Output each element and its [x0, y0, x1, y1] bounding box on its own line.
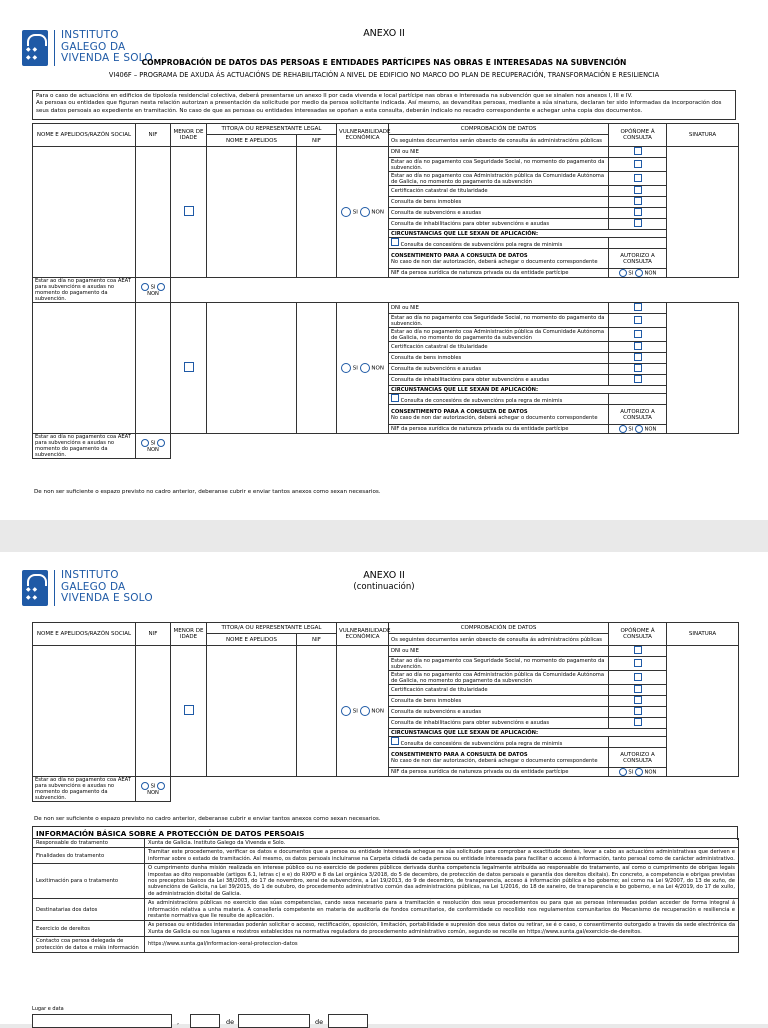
vulnerability-yes-radio[interactable] [341, 706, 351, 716]
vulnerability-no-label: NON [371, 209, 384, 216]
protection-label: Lexitimación para o tratamento [33, 864, 145, 899]
vulnerability-yes-radio[interactable] [341, 363, 351, 373]
consent-block [389, 748, 609, 768]
authorize-yes-radio[interactable] [619, 768, 627, 776]
consent-options: SI NON [609, 425, 667, 434]
day-field[interactable] [190, 1014, 220, 1028]
oppose-checkbox[interactable] [609, 328, 667, 342]
tutor-name-field[interactable] [207, 646, 297, 777]
doc-item: Consulta de inhabilitacións para obter subvencións e axudas [389, 718, 609, 729]
authorize-no-radio[interactable] [157, 782, 165, 790]
authorize-no-radio[interactable] [635, 768, 643, 776]
signature-field[interactable] [667, 646, 739, 777]
header-oppose: OPÓÑOME Á CONSULTA [609, 124, 667, 147]
person-nif-field[interactable] [136, 646, 171, 777]
participants-table [32, 123, 739, 459]
year-field[interactable] [328, 1014, 368, 1028]
minor-checkbox[interactable] [171, 147, 207, 278]
doc-item: Estar ao día no pagamento coa Seguridade Social, no momento do pagamento da subvención. [389, 158, 609, 172]
doc-item: Estar ao día no pagamento coa Administración pública da Comunidade Autónoma de Galicia, no momento do pagamento da subvención [389, 671, 609, 685]
minimis-item: Consulta de concesións de subvencións pola regra de minimis [389, 737, 609, 748]
header-minor: MENOR DE IDADE [171, 623, 207, 646]
oppose-checkbox[interactable] [609, 353, 667, 364]
header-signature: SINATURA [667, 124, 739, 147]
vulnerability-options [337, 646, 389, 777]
doc-item: Estar ao día no pagamento coa Administración pública da Comunidade Autónoma de Galicia, no momento do pagamento da subvención [389, 172, 609, 186]
protection-label: Destinatarias dos datos [33, 899, 145, 921]
header-nif: NIF [136, 623, 171, 646]
header-tutor-name: NOME E APELIDOS [207, 634, 297, 646]
doc-item: Consulta de inhabilitacións para obter subvencións e axudas [389, 219, 609, 230]
doc-item: Certificación catastral de titularidade [389, 685, 609, 696]
protection-text: O cumprimento dunha misión realizada en interese público ou no exercicio de poderes públicos derivada dunha competencia legalmente atribuída ao responsable do tratamento, así como o cumprimento de obrigas legais impostas ao dito responsable (artigos 6.1, letras c) e e) do RXPD e 8 da Lei orgánica 3/2018, do 5 de decembro, de protección de datos persoais e garantía dos dereitos dixitais). En concreto, a competencia e obrigas previstas nos preceptos básicos da Lei 38/2003, do 17 de novembro, xeral de subvencións, a Lei 19/2013, do 9 de decembro, de transparencia, acceso á información pública e bo goberno; así como na Lei 9/2007, do 13 de xuño, de subvencións de Galicia, na Lei 39/2015, do 1 de outubro, do procedemento administrativo común das administracións públicas, na Lei 1/2016, do 18 de xaneiro, de transparencia e bo goberno, e na Lei 4/2019, do 17 de xullo, de administración dixital de Galicia. [145, 864, 739, 899]
protection-text: Xunta de Galicia. Instituto Galego da Vivenda e Solo. [145, 839, 739, 848]
protection-text: Tramitar este procedemento, verificar os datos e documentos que a persoa ou entidade interesada achegue na súa solicitude para comprobar a exactitude destes, levar a cabo as actuacións administrativas que deriven e informar sobre o estado de tramitación. Así mesmo, os datos persoais incluiranse na Carpeta cidadá de cada persoa ou entidade interesada para facilitar o acceso á información, tanto persoal como de carácter administrativo. [145, 848, 739, 864]
logo-line-2: GALEGO DA [61, 580, 126, 593]
vulnerability-no-label: NON [371, 708, 384, 715]
minimis-checkbox[interactable] [391, 394, 399, 402]
oppose-checkbox[interactable] [609, 314, 667, 328]
authorize-no-radio[interactable] [635, 269, 643, 277]
place-date-label: Lugar e data [32, 1006, 64, 1012]
oppose-checkbox[interactable] [609, 172, 667, 186]
consent-options: SI NON [136, 278, 171, 303]
intro-paragraph-2: As persoas ou entidades que figuran nesta relación autorizan a presentación da solicitude por medio da persoa solicitante indicada. Así mesmo, as devanditas persoas, mediante a súa sinatura, declaran ter sido informadas da incorporación dos seus datos persoais ao expediente en tramitación. No caso de que as persoas ou entidades interesadas se opoñan a esta consulta, deberán indicalo no recadro correspondente e achegar unha copia dos documentos. [36, 100, 722, 114]
authorize-yes-radio[interactable] [619, 269, 627, 277]
doc-item: DNI ou NIE [389, 303, 609, 314]
vulnerability-no-radio[interactable] [360, 207, 370, 217]
data-protection-table [32, 838, 739, 953]
header-tutor-nif: NIF [297, 135, 337, 147]
doc-item: Certificación catastral de titularidade [389, 342, 609, 353]
logo-line-1: INSTITUTO [61, 29, 119, 41]
minor-checkbox[interactable] [171, 646, 207, 777]
consent-title: CONSENTIMENTO PARA A CONSULTA DE DATOS [391, 751, 528, 758]
minimis-item: Consulta de concesións de subvencións pola regra de minimis [389, 394, 609, 405]
oppose-checkbox[interactable] [609, 707, 667, 718]
doc-item: Consulta de subvencións e axudas [389, 364, 609, 375]
table-note: De non ser suficiente o espazo previsto no cadro anterior, deberanse cubrir e enviar tantos anexos como sexan necesarios. [34, 489, 381, 495]
tutor-nif-field[interactable] [297, 646, 337, 777]
protection-text: As persoas ou entidades interesadas poderán solicitar o acceso, rectificación, oposición, limitación, portabilidade e supresión dos seus datos ou retirar, se é o caso, o consentimento outorgado a través da sede electrónica da Xunta de Galicia ou nos lugares e rexistros establecidos na normativa reguladora do procedemento administrativo común, segundo se recolle en https://www.xunta.gal/exercicio-de-dereitos. [145, 921, 739, 937]
oppose-checkbox[interactable] [609, 685, 667, 696]
header-name: NOME E APELIDOS/RAZÓN SOCIAL [33, 124, 136, 147]
protection-text: https://www.xunta.gal/informacion-xeral-proteccion-datos [145, 937, 739, 953]
authorize-yes-radio[interactable] [141, 782, 149, 790]
minimis-checkbox[interactable] [391, 238, 399, 246]
consent-item: Estar ao día no pagamento coa AEAT para subvencións e axudas no momento do pagamento da subvención. [33, 434, 136, 459]
doc-item: Consulta de bens inmobles [389, 696, 609, 707]
consent-block [389, 405, 609, 425]
authorize-no-radio[interactable] [157, 439, 165, 447]
tutor-name-field[interactable] [207, 303, 297, 434]
oppose-checkbox[interactable] [609, 718, 667, 729]
minimis-item: Consulta de concesións de subvencións pola regra de minimis [389, 238, 609, 249]
header-tutor: TITOR/A OU REPRESENTANTE LEGAL [207, 623, 337, 634]
minimis-checkbox[interactable] [391, 737, 399, 745]
circumstances-title: CIRCUNSTANCIAS QUE LLE SEXAN DE APLICACIÓN: [389, 230, 667, 238]
logo-line-1: INSTITUTO [61, 569, 119, 581]
logo-line-3: VIVENDA E SOLO [61, 592, 153, 604]
oppose-checkbox[interactable] [609, 158, 667, 172]
person-name-field[interactable] [33, 303, 136, 434]
header-minor: MENOR DE IDADE [171, 124, 207, 147]
doc-item: DNI ou NIE [389, 147, 609, 158]
vulnerability-yes-label: SI [352, 708, 358, 715]
authorize-no-radio[interactable] [157, 283, 165, 291]
consent-item: NIF da persoa xurídica de natureza privada ou da entidade partícipe [389, 425, 609, 434]
doc-item: Estar ao día no pagamento coa Seguridade Social, no momento do pagamento da subvención. [389, 657, 609, 671]
consent-options: SI NON [136, 434, 171, 459]
protection-title: INFORMACIÓN BÁSICA SOBRE A PROTECCIÓN DE DATOS PERSOAIS [32, 826, 738, 840]
consent-item: NIF da persoa xurídica de natureza privada ou da entidade partícipe [389, 269, 609, 278]
authorize-header: AUTORIZO A CONSULTA [609, 405, 667, 425]
page-2 [0, 552, 768, 1024]
vulnerability-no-radio[interactable] [360, 363, 370, 373]
authorize-header: AUTORIZO A CONSULTA [609, 249, 667, 269]
authorize-no-radio[interactable] [635, 425, 643, 433]
doc-item: Consulta de bens inmobles [389, 353, 609, 364]
person-name-field[interactable] [33, 646, 136, 777]
header-vulnerability: VULNERABILIDADE ECONÓMICA [337, 623, 389, 646]
authorize-yes-radio[interactable] [141, 439, 149, 447]
header-tutor: TITOR/A OU REPRESENTANTE LEGAL [207, 124, 337, 135]
place-field[interactable] [32, 1014, 172, 1028]
doc-item: Consulta de subvencións e axudas [389, 208, 609, 219]
oppose-checkbox[interactable] [609, 208, 667, 219]
protection-label: Exercicio de dereitos [33, 921, 145, 937]
docs-intro: Os seguintes documentos serán obxecto de consulta ás administracións públicas [389, 634, 609, 646]
program-name: VI406F – PROGRAMA DE AXUDA ÁS ACTUACIÓNS DE REHABILITACIÓN A NIVEL DE EDIFICIO NO MARCO DO PLAN DE RECUPERACIÓN, TRANSFORMACIÓN E RESILIENCIA [108, 71, 660, 79]
header-check: COMPROBACIÓN DE DATOS [389, 623, 609, 634]
consent-block [389, 249, 609, 269]
consent-item: Estar ao día no pagamento coa AEAT para subvencións e axudas no momento do pagamento da subvención. [33, 777, 136, 802]
consent-options: SI NON [609, 768, 667, 777]
intro-paragraph-1: Para o caso de actuacións en edificios de tipoloxía residencial colectiva, deberá presentarse un anexo II por cada vivenda e local partícipe nas obras e interesada na subvención que se sinalen nos anexos I, III e IV. [36, 93, 633, 99]
signature-field[interactable] [667, 303, 739, 434]
header-oppose: OPÓÑOME Á CONSULTA [609, 623, 667, 646]
consent-title: CONSENTIMENTO PARA A CONSULTA DE DATOS [391, 408, 528, 415]
oppose-checkbox[interactable] [609, 147, 667, 158]
person-nif-field[interactable] [136, 147, 171, 278]
header-tutor-name: NOME E APELIDOS [207, 135, 297, 147]
month-field[interactable] [238, 1014, 310, 1028]
header-name: NOME E APELIDOS/RAZÓN SOCIAL [33, 623, 136, 646]
doc-item: Estar ao día no pagamento coa Administración pública da Comunidade Autónoma de Galicia, no momento do pagamento da subvención [389, 328, 609, 342]
doc-item: Consulta de bens inmobles [389, 197, 609, 208]
tutor-nif-field[interactable] [297, 147, 337, 278]
header-tutor-nif: NIF [297, 634, 337, 646]
consent-text: No caso de non dar autorización, deberá achegar o documento correspondente [391, 258, 598, 265]
page-subtitle: COMPROBACIÓN DE DATOS DAS PERSOAS E ENTIDADES PARTÍCIPES NAS OBRAS E INTERESADAS NA SUBVENCIÓN [141, 58, 627, 67]
doc-item: DNI ou NIE [389, 646, 609, 657]
header-nif: NIF [136, 124, 171, 147]
consent-text: No caso de non dar autorización, deberá achegar o documento correspondente [391, 414, 598, 421]
docs-intro: Os seguintes documentos serán obxecto de consulta ás administracións públicas [389, 135, 609, 147]
oppose-checkbox[interactable] [609, 671, 667, 685]
consent-title: CONSENTIMENTO PARA A CONSULTA DE DATOS [391, 252, 528, 259]
protection-text: As administracións públicas no exercicio das súas competencias, cando sexa necesario para a tramitación e resolución dos seus procedementos ou para que as persoas interesadas poidan acceder de forma integral á información relativa a unha materia. A consellería competente en materia de auditoría de fondos comunitarios, de conformidade co recollido nos regulamentos comunitarios do Mecanismo de recuperación e resiliencia e restante normativa que lle resulte de aplicación. [145, 899, 739, 921]
oppose-checkbox[interactable] [609, 364, 667, 375]
de-label-1: de [226, 1018, 235, 1026]
consent-text: No caso de non dar autorización, deberá achegar o documento correspondente [391, 757, 598, 764]
oppose-checkbox[interactable] [609, 657, 667, 671]
circumstances-title: CIRCUNSTANCIAS QUE LLE SEXAN DE APLICACIÓN: [389, 729, 667, 737]
signature-field[interactable] [667, 147, 739, 278]
intro-text [32, 90, 736, 120]
consent-options: SI NON [136, 777, 171, 802]
minor-checkbox[interactable] [171, 303, 207, 434]
oppose-checkbox[interactable] [609, 219, 667, 230]
vulnerability-yes-label: SI [352, 209, 358, 216]
vulnerability-no-radio[interactable] [360, 706, 370, 716]
oppose-checkbox[interactable] [609, 646, 667, 657]
consent-item: NIF da persoa xurídica de natureza privada ou da entidade partícipe [389, 768, 609, 777]
header-check: COMPROBACIÓN DE DATOS [389, 124, 609, 135]
oppose-checkbox[interactable] [609, 342, 667, 353]
oppose-checkbox[interactable] [609, 696, 667, 707]
vulnerability-yes-radio[interactable] [341, 207, 351, 217]
table-note: De non ser suficiente o espazo previsto no cadro anterior, deberanse cubrir e enviar tantos anexos como sexan necesarios. [34, 816, 381, 822]
header-signature: SINATURA [667, 623, 739, 646]
consent-item: Estar ao día no pagamento coa AEAT para subvencións e axudas no momento do pagamento da subvención. [33, 278, 136, 303]
protection-label: Responsable do tratamento [33, 839, 145, 848]
protection-label: Contacto coa persoa delegada de protección de datos e máis información [33, 937, 145, 953]
vulnerability-yes-label: SI [352, 365, 358, 372]
oppose-checkbox[interactable] [609, 197, 667, 208]
participants-table-continuation [32, 622, 739, 802]
doc-item: Estar ao día no pagamento coa Seguridade Social, no momento do pagamento da subvención. [389, 314, 609, 328]
header-vulnerability: VULNERABILIDADE ECONÓMICA [337, 124, 389, 147]
de-label-2: de [315, 1018, 324, 1026]
doc-item: Consulta de inhabilitacións para obter subvencións e axudas [389, 375, 609, 386]
doc-item: Certificación catastral de titularidade [389, 186, 609, 197]
doc-item: Consulta de subvencións e axudas [389, 707, 609, 718]
page-title: ANEXO II [363, 28, 405, 39]
page-subtitle: (continuación) [353, 582, 415, 592]
protection-label: Finalidades do tratamento [33, 848, 145, 864]
tutor-nif-field[interactable] [297, 303, 337, 434]
person-nif-field[interactable] [136, 303, 171, 434]
tutor-name-field[interactable] [207, 147, 297, 278]
consent-options: SI NON [609, 269, 667, 278]
oppose-checkbox[interactable] [609, 186, 667, 197]
vulnerability-options [337, 147, 389, 278]
page-title: ANEXO II [363, 570, 405, 581]
vulnerability-no-label: NON [371, 365, 384, 372]
vulnerability-options [337, 303, 389, 434]
authorize-yes-radio[interactable] [619, 425, 627, 433]
oppose-checkbox[interactable] [609, 303, 667, 314]
person-name-field[interactable] [33, 147, 136, 278]
authorize-header: AUTORIZO A CONSULTA [609, 748, 667, 768]
logo-line-3: VIVENDA E SOLO [61, 52, 153, 64]
date-separator: , [177, 1018, 180, 1026]
logo-line-2: GALEGO DA [61, 40, 126, 53]
circumstances-title: CIRCUNSTANCIAS QUE LLE SEXAN DE APLICACIÓN: [389, 386, 667, 394]
oppose-checkbox[interactable] [609, 375, 667, 386]
authorize-yes-radio[interactable] [141, 283, 149, 291]
